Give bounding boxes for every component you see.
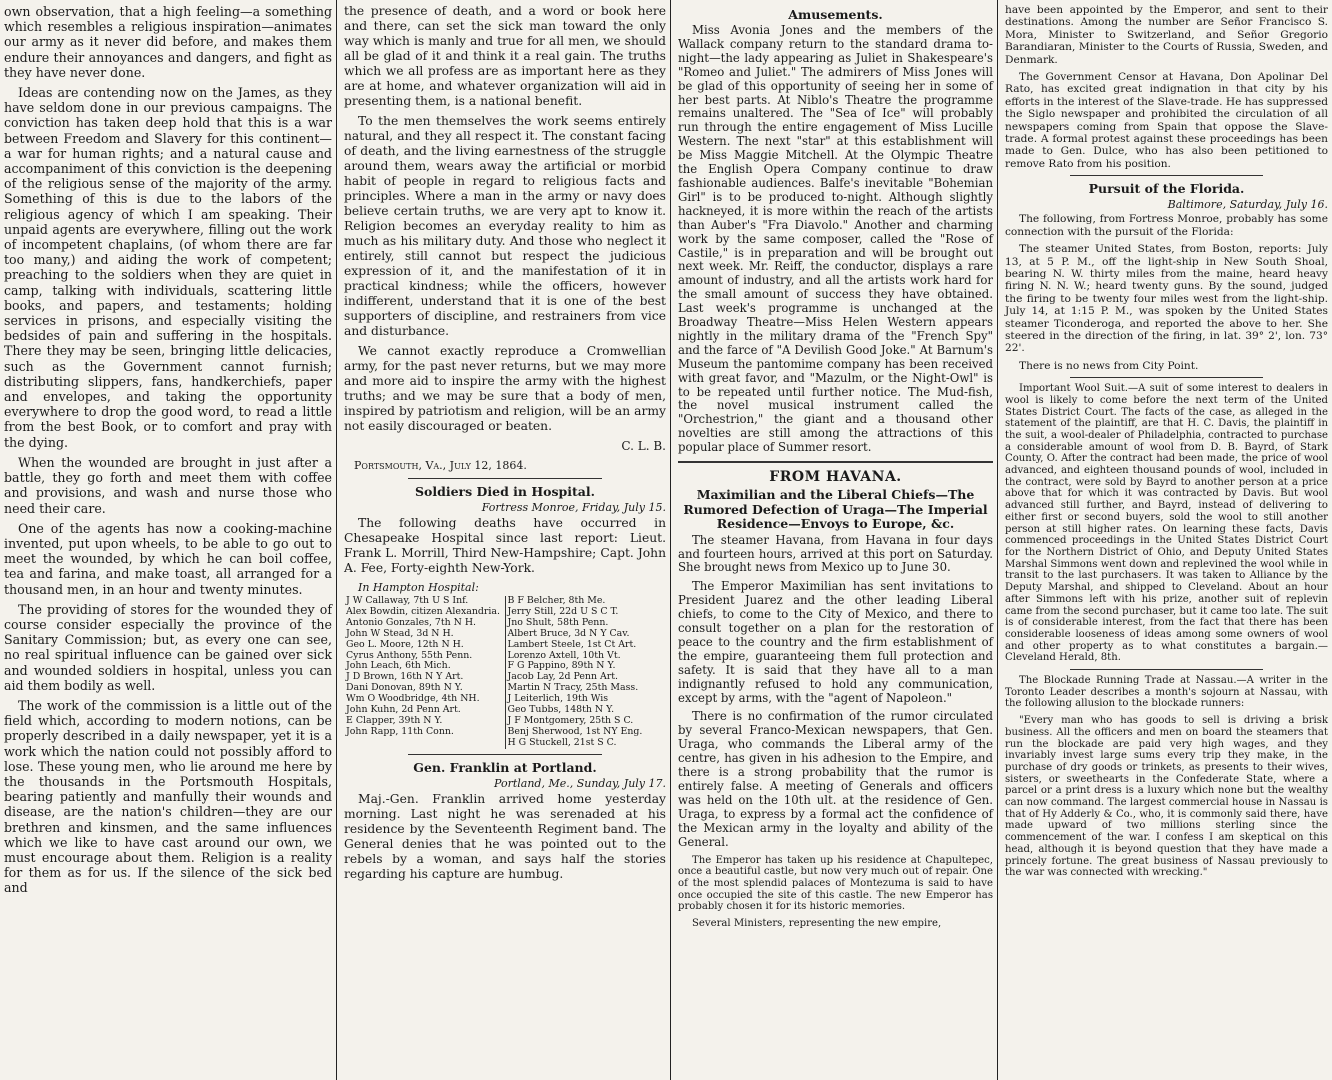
paragraph: There is no news from City Point. bbox=[1019, 359, 1199, 372]
name-entry: Lambert Steele, 1st Ct Art. bbox=[507, 638, 637, 650]
paragraph: We cannot exactly reproduce a Cromwellian army, for the past never returns, but we may more and more aid to inspire the army with the highest truths; and we may be sure that a body of men, inspired by patriotism and religion, will be an army not easily discouraged or beaten. bbox=[344, 344, 666, 433]
column-4 bbox=[999, 0, 1332, 1080]
paragraph: The Blockade Running Trade at Nassau.—A writer in the Toronto Leader describes a month's sojourn at Nassau, with the following allusion to the blockade runners: bbox=[1005, 675, 1328, 710]
name-entry: Dani Donovan, 89th N Y. bbox=[346, 682, 463, 694]
dateline: Baltimore, Saturday, July 16. bbox=[1167, 198, 1328, 212]
name-entry: J F Montgomery, 25th S C. bbox=[507, 714, 634, 726]
divider bbox=[408, 478, 601, 479]
name-entry: John Kuhn, 2d Penn Art. bbox=[346, 704, 461, 716]
name-entry: Jacob Lay, 2d Penn Art. bbox=[507, 671, 618, 683]
paragraph: The Emperor has taken up his residence at Chapultepec, once a beautiful castle, but now very much out of repair. One of the most splendid palaces of Montezuma is said to have once occupied the site of this castle. The new Emperor has probably chosen it for its historic memories. bbox=[678, 854, 993, 913]
section-heading: Pursuit of the Florida. bbox=[1088, 181, 1245, 197]
name-entry: Geo L. Moore, 12th N H. bbox=[346, 638, 464, 650]
name-entry: Antonio Gonzales, 7th N H. bbox=[346, 616, 476, 628]
name-entry: Lorenzo Axtell, 10th Vt. bbox=[507, 649, 621, 661]
section-heading: FROM HAVANA. bbox=[769, 469, 902, 486]
paragraph: "Every man who has goods to sell is driving a brisk business. All the officers and men on board the steamers that run the blockade are paid very high wages, and they invariably invest large sums every trip they make, in the purchase of dry goods or trinkets, as presents to their wives, sisters, or sweethearts in the Confederate State, where a parcel or a print dress is a luxury which none but the wealthy can now command. The largest commercial house in Nassau is that of Hy Adderly & Co., who, it is commonly said there, have made upward of two millions sterling since the commencement of the war. I confess I am skeptical on this head, although it is beyond question that they have made a princely fortune. The great business of Nassau previously to the war was connected with wrecking." bbox=[1005, 715, 1328, 879]
name-entry: J W Callaway, 7th U S Inf. bbox=[346, 596, 469, 606]
divider bbox=[678, 461, 993, 463]
name-entry: Jerry Still, 22d U S C T. bbox=[507, 605, 619, 617]
dateline: Portland, Me., Sunday, July 17. bbox=[494, 776, 666, 790]
name-entry: Wm O Woodbridge, 4th NH. bbox=[346, 693, 480, 705]
column-rule bbox=[997, 0, 998, 1080]
divider bbox=[1070, 669, 1264, 670]
paragraph: Miss Avonia Jones and the members of the Wallack company return to the standard drama to-night—the lady appearing as Juliet in Shakespeare's "Romeo and Juliet." The admirers of Miss Jones will be glad of this opportunity of seeing her in some of her best parts. At Niblo's Theatre the programme remains unaltered. The "Sea of Ice" will probably run through the entire engagement of Miss Lucille Western. The next "star" at this establishment will be Miss Maggie Mitchell. At the Olympic Theatre the English Opera Company continue to draw fashionable audiences. Balfe's inevitable "Bohemian Girl" is to be produced to-night. Although slightly hackneyed, it is more within the reach of the artists than Auber's "Fra Diavolo." Another and charming work by the same composer, called the "Rose of Castile," is in preparation and will be brought out next week. Mr. Reiff, the conductor, displays a rare amount of industry, and all the artists work hard for the small amount of success they have obtained. Last week's programme is unchanged at the Broadway Theatre—Miss Helen Western appears nightly in the military drama of the "French Spy" and the farce of "A Devilish Good Joke." At Barnum's Museum the pantomime company has been received with great favor, and "Mazulm, or the Night-Owl" is to be repeated until further notice. The Mud-fish, the novel musical instrument called the "Orchestrion," the giant and a thousand other novelties are still among the attractions of this popular place of Summer resort. bbox=[678, 23, 993, 455]
paragraph: The work of the commission is a little out of the field which, according to modern notions, can be properly described in a daily newspaper, yet it is a work which the nation could not possibly afford to lose. These young men, who lie around me here by the thousands in the Portsmouth Hospitals, bearing patiently and manfully their wounds and disease, are the nation's children—they are our brethren and kinsmen, and the same influences which we like to have cast around our own, we must encourage about them. Religion is a reality for them as for us. If the silence of the sick bed and bbox=[4, 697, 332, 896]
name-entry: John W Stead, 3d N H. bbox=[346, 627, 454, 639]
paragraph: Maj.-Gen. Franklin arrived home yesterday morning. Last night he was serenaded at his residence by the Seventeenth Regiment band. The General denies that he was pointed out to the rebels by a woman, and says half the stories regarding his capture are humbug. bbox=[344, 791, 666, 881]
name-entry: Cyrus Anthony, 55th Penn. bbox=[346, 649, 473, 661]
paragraph: Important Wool Suit.—A suit of some interest to dealers in wool is likely to come before the next term of the United States District Court. The facts of the case, as alleged in the statement of the plaintiff, are that H. C. Davis, the plaintiff in the suit, a wool-dealer of Philadelphia, contracted to purchase a considerable amount of wool from D. B. Bayrd, of Stark County, O. After the contract had been made, the price of wool advanced, and eighteen thousand pounds of wool, included in the contract, were sold by Bayrd to another person at a price above that for which it was contracted by Davis. But wool advanced still further, and Bayrd, instead of delivering to either first or second buyers, sold the wool to still another person at still higher rates. On learning these facts, Davis commenced proceedings in the United States District Court for the Northern District of Ohio, and Deputy United States Marshal Simmons went down and replevined the wool while in transit to the last purchasers. It was taken to Alliance by the Deputy Marshal, and shipped to Cleveland. About an hour after Simmons left with his prize, another suit of replevin came from the second purchaser, but it came too late. The suit is of considerable interest, from the fact that there has been considerable looseness of ideas among some owners of wool and other property as to what constitutes a bargain.—Cleveland Herald, 8th. bbox=[1005, 383, 1328, 664]
name-entry: Jno Shult, 58th Penn. bbox=[507, 616, 609, 628]
column-1 bbox=[0, 0, 336, 1080]
name-entry: John Rapp, 11th Conn. bbox=[346, 725, 454, 737]
name-entry: Benj Sherwood, 1st NY Eng. bbox=[507, 725, 643, 737]
paragraph: The Emperor Maximilian has sent invitations to President Juarez and the other leading Liberal chiefs, to come to the City of Mexico, and there to consult together on a plan for the restoration of peace to the country and the firm establishment of the empire, guaranteeing them full protection and safety. It is said that they have all to a man indignantly refused to hold any communication, except by arms, with the "agent of Napoleon." bbox=[678, 579, 993, 705]
name-entry: Albert Bruce, 3d N Y Cav. bbox=[507, 627, 630, 639]
paragraph: The Government Censor at Havana, Don Apolinar Del Rato, has excited great indignation in that city by his efforts in the interest of the Slave-trade. He has suppressed the Siglo newspaper and prohibited the circulation of all newspapers coming from Spain that oppose the Slave-trade. A formal protest against these proceedings has been made to Gen. Dulce, who has also been petitioned to remove Rato from his position. bbox=[1005, 71, 1328, 170]
paragraph: Several Ministers, representing the new empire, bbox=[692, 918, 942, 930]
signature: C. L. B. bbox=[621, 439, 666, 453]
name-entry: E Clapper, 39th N Y. bbox=[346, 714, 443, 726]
name-entry: Martin N Tracy, 25th Mass. bbox=[507, 682, 639, 694]
paragraph: Ideas are contending now on the James, as they have seldom done in our previous campaigns. The conviction has taken deep hold that this is a war between Freedom and Slavery for this continent—a war for human rights; and a natural cause and accompaniment of this conviction is the deepening of the religious sense of the majority of the army. Something of this is due to the labors of the religious agency of which I am speaking. Their unpaid agents are everywhere, filling out the work of incompetent chaplains, (of whom there are far too many,) and aiding the work of competent; preaching to the soldiers when they are quiet in camp, talking with individuals, scattering little books, and papers, and testaments; holding services in prisons, and especially visiting the bedsides of pain and suffering in the hospitals. There they may be seen, bringing little delicacies, such as the Government cannot furnish; distributing slippers, fans, handkerchiefs, paper and envelopes, and taking the opportunity everywhere to drop the good word, to read a little from the best Book, or to comfort and pray with the dying. bbox=[4, 85, 332, 450]
name-entry: F G Pappino, 89th N Y. bbox=[507, 660, 616, 672]
section-heading: Soldiers Died in Hospital. bbox=[415, 484, 595, 499]
paragraph: have been appointed by the Emperor, and sent to their destinations. Among the number are Señor Francisco S. Mora, Minister to Switzerland, and Señor Gregorio Barandiaran, Minister to the Courts of Russia, Sweden, and Denmark. bbox=[1005, 4, 1328, 66]
divider bbox=[408, 754, 601, 755]
paragraph: The steamer United States, from Boston, reports: July 13, at 5 P. M., off the light-ship in New South Shoal, bearing N. W. thirty miles from the maine, heard heavy firing N. N. W.; heard twenty guns. By the sound, judged the firing to be twenty four miles west from the light-ship. July 14, at 1:15 P. M., was spoken by the United States steamer Ticonderoga, and reported the above to her. She steered in the direction of the firing, in lat. 39° 2', lon. 73° 22'. bbox=[1005, 243, 1328, 355]
name-entry: John Leach, 6th Mich. bbox=[346, 660, 451, 672]
paragraph: One of the agents has now a cooking-machine invented, put upon wheels, to be able to go out to meet the wounded, by which he can boil coffee, tea and farina, and make toast, all arranged for a thousand men, in an hour and twenty minutes. bbox=[4, 520, 332, 597]
names-list bbox=[344, 596, 666, 749]
paragraph: The following, from Fortress Monroe, probably has some connection with the pursuit of the Florida: bbox=[1005, 213, 1328, 238]
divider bbox=[1070, 377, 1264, 378]
place-date: Portsmouth, Va., July 12, 1864. bbox=[354, 459, 527, 472]
name-entry: Geo Tubbs, 148th N Y. bbox=[507, 704, 615, 716]
divider bbox=[1070, 175, 1264, 176]
names-left-column bbox=[344, 596, 505, 749]
column-3 bbox=[672, 0, 997, 1080]
names-right-column bbox=[506, 596, 667, 749]
paragraph: The following deaths have occurred in Chesapeake Hospital since last report: Lieut. Frank L. Morrill, Third New-Hampshire; Capt. John A. Fee, Forty-eighth New-York. bbox=[344, 516, 666, 575]
paragraph: the presence of death, and a word or book here and there, can set the sick man toward the only way which is manly and true for all men, we should all be glad of it and think it a real gain. The truths which we all profess are as important here as they are at home, and whatever organization will aid in presenting them, is a national benefit. bbox=[344, 4, 666, 108]
dateline: Fortress Monroe, Friday, July 15. bbox=[481, 501, 666, 514]
column-2 bbox=[338, 0, 670, 1080]
name-entry: H G Stuckell, 21st S C. bbox=[507, 736, 617, 748]
paragraph: The steamer Havana, from Havana in four days and fourteen hours, arrived at this port on Saturday. She brought news from Mexico up to June 30. bbox=[678, 532, 993, 575]
name-entry: Alex Bowdin, citizen Alexandria. bbox=[346, 605, 500, 617]
section-heading: Gen. Franklin at Portland. bbox=[413, 759, 597, 775]
name-entry: J Leiterlich, 19th Wis bbox=[507, 693, 609, 705]
name-entry: B F Belcher, 8th Me. bbox=[507, 596, 606, 606]
paragraph: The providing of stores for the wounded they of course consider especially the province of the Sanitary Commission; but, as every one can see, no real spiritual influence can be gained over sick and wounded soldiers in hospital, unless you can aid them bodily as well. bbox=[4, 601, 332, 693]
paragraph: To the men themselves the work seems entirely natural, and they all respect it. The constant facing of death, and the living earnestness of the struggle around them, wears away the artificial or morbid habit of people in regard to religious facts and principles. Where a man in the army or navy does believe certain truths, we are very apt to know it. Religion becomes an everyday reality to him as much as his military duty. And those who neglect it entirely, still cannot but respect the judicious expression of it, and the manifestation of it in practical kindness; while the officers, however indifferent, understand that it is one of the best supporters of discipline, and restrainers from vice and disturbance. bbox=[344, 114, 666, 338]
section-heading: Amusements. bbox=[788, 7, 883, 22]
paragraph: own observation, that a high feeling—a something which resembles a religious inspiration—animates our army as it never did before, and makes them endure their annoyances and dangers, and fight as they have never done. bbox=[4, 4, 332, 80]
paragraph: There is no confirmation of the rumor circulated by several Franco-Mexican newspapers, that Gen. Uraga, who commands the Liberal army of the centre, has given in his adhesion to the Empire, and there is a strong probability that the rumor is entirely false. A meeting of Generals and officers was held on the 10th ult. at the residence of Gen. Uraga, to express by a formal act the confidence of the Mexican army in the loyalty and ability of the General. bbox=[678, 709, 993, 849]
sub-heading: Maximilian and the Liberal Chiefs—The Rumored Defection of Uraga—The Imperial Residence—Envoys to Europe, &c. bbox=[683, 487, 988, 532]
sublabel: In Hampton Hospital: bbox=[358, 581, 479, 594]
column-rule bbox=[336, 0, 337, 1080]
column-rule bbox=[670, 0, 671, 1080]
name-entry: J D Brown, 16th N Y Art. bbox=[346, 671, 464, 683]
paragraph: When the wounded are brought in just after a battle, they go forth and meet them with coffee and provisions, and wash and nurse those who need their care. bbox=[4, 454, 332, 516]
